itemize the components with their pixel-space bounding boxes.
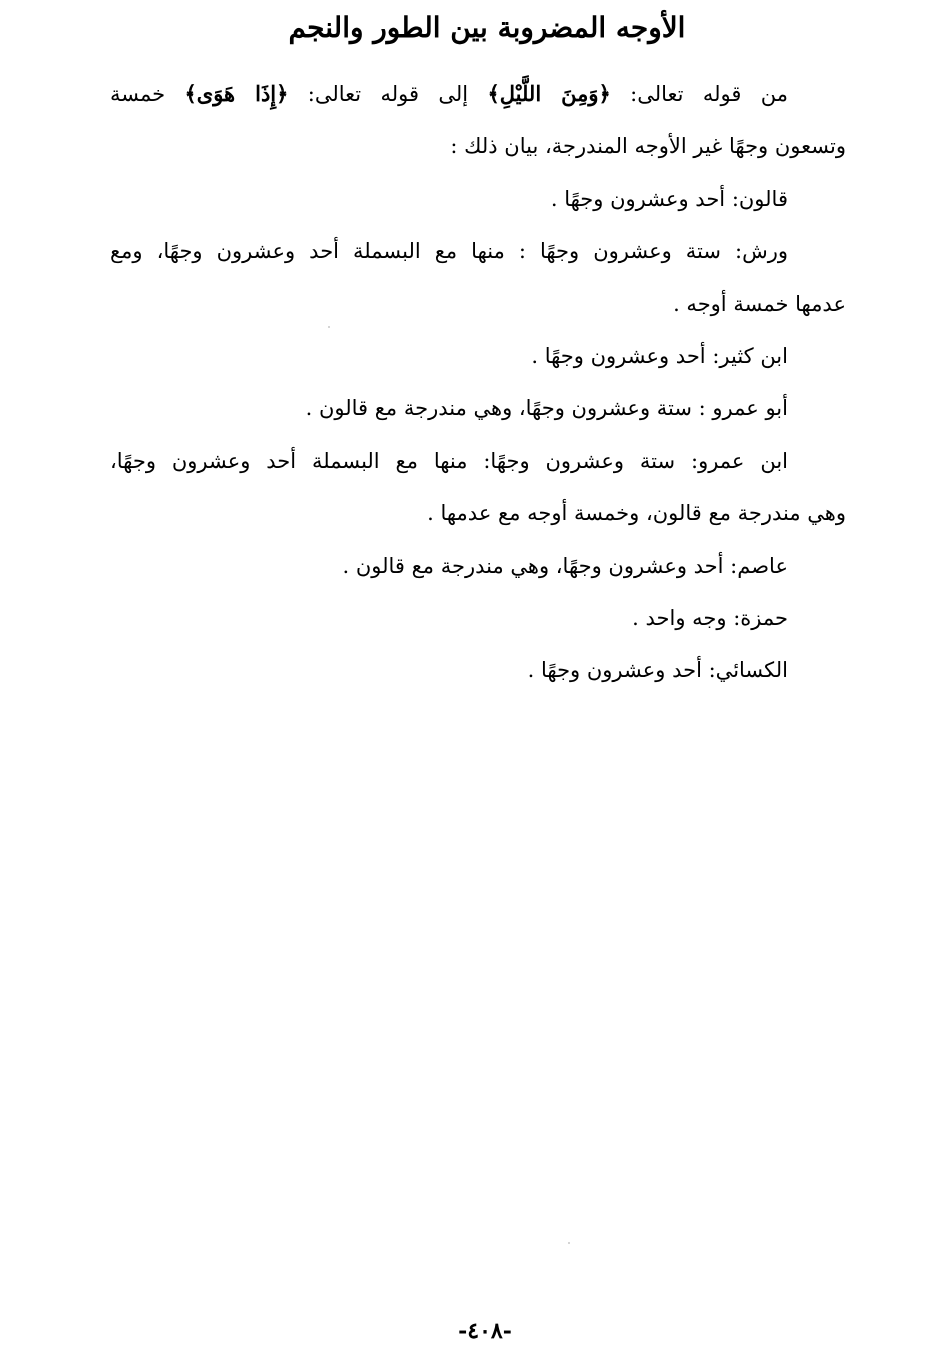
- scan-speck: [328, 326, 330, 328]
- entry-ibn-kathir: [110, 330, 846, 382]
- intro-line-1: [110, 68, 788, 120]
- page-number: -٤٠٨-: [458, 1318, 512, 1344]
- entry-kisai: [110, 644, 846, 696]
- intro-text-c: خمسة: [110, 82, 185, 106]
- scan-speck: [568, 1242, 570, 1244]
- page-title: الأوجه المضروبة بين الطور والنجم: [288, 11, 686, 44]
- entry-warsh-line-1: ورش: ستة وعشرون وجهًا : منها مع البسملة أحد وعشرون وجهًا، ومع: [110, 239, 788, 264]
- entry-asim: [110, 540, 846, 592]
- entry-warsh-line-2: عدمها خمسة أوجه .: [673, 291, 846, 316]
- entry-ibn-kathir-text: ابن كثير: أحد وعشرون وجهًا .: [531, 344, 788, 369]
- entry-ibn-amir-line-1: ابن عمرو: ستة وعشرون وجهًا: منها مع البسملة أحد وعشرون وجهًا،: [110, 448, 788, 473]
- entry-qalun-text: قالون: أحد وعشرون وجهًا .: [550, 186, 788, 211]
- entry-abu-amr-text: أبو عمرو : ستة وعشرون وجهًا، وهي مندرجة مع قالون .: [305, 396, 788, 421]
- body-text: [110, 68, 846, 697]
- entry-hamza: [110, 592, 846, 644]
- quran-quote-2: ﴿إِذَا هَوَى﴾: [184, 81, 289, 106]
- entry-abu-amr: [110, 382, 846, 434]
- intro-paragraph: [110, 68, 846, 120]
- entry-kisai-text: الكسائي: أحد وعشرون وجهًا .: [527, 658, 788, 683]
- entry-warsh: [110, 225, 846, 277]
- intro-text-b: إلى قوله تعالى:: [288, 82, 488, 106]
- entry-ibn-amir-continuation: [110, 487, 846, 539]
- intro-text-a: من قوله تعالى:: [610, 82, 788, 106]
- entry-asim-text: عاصم: أحد وعشرون وجهًا، وهي مندرجة مع قالون .: [342, 553, 788, 578]
- entry-hamza-text: حمزة: وجه واحد .: [632, 606, 788, 631]
- entry-ibn-amir: [110, 435, 846, 487]
- intro-line-2: وتسعون وجهًا غير الأوجه المندرجة، بيان ذلك :: [450, 134, 846, 159]
- entry-ibn-amir-line-2: وهي مندرجة مع قالون، وخمسة أوجه مع عدمها .: [427, 501, 846, 526]
- intro-continuation: [110, 120, 846, 172]
- entry-warsh-continuation: [110, 278, 846, 330]
- entry-qalun: [110, 173, 846, 225]
- quran-quote-1: ﴿وَمِنَ اللَّيْلِ﴾: [487, 81, 611, 106]
